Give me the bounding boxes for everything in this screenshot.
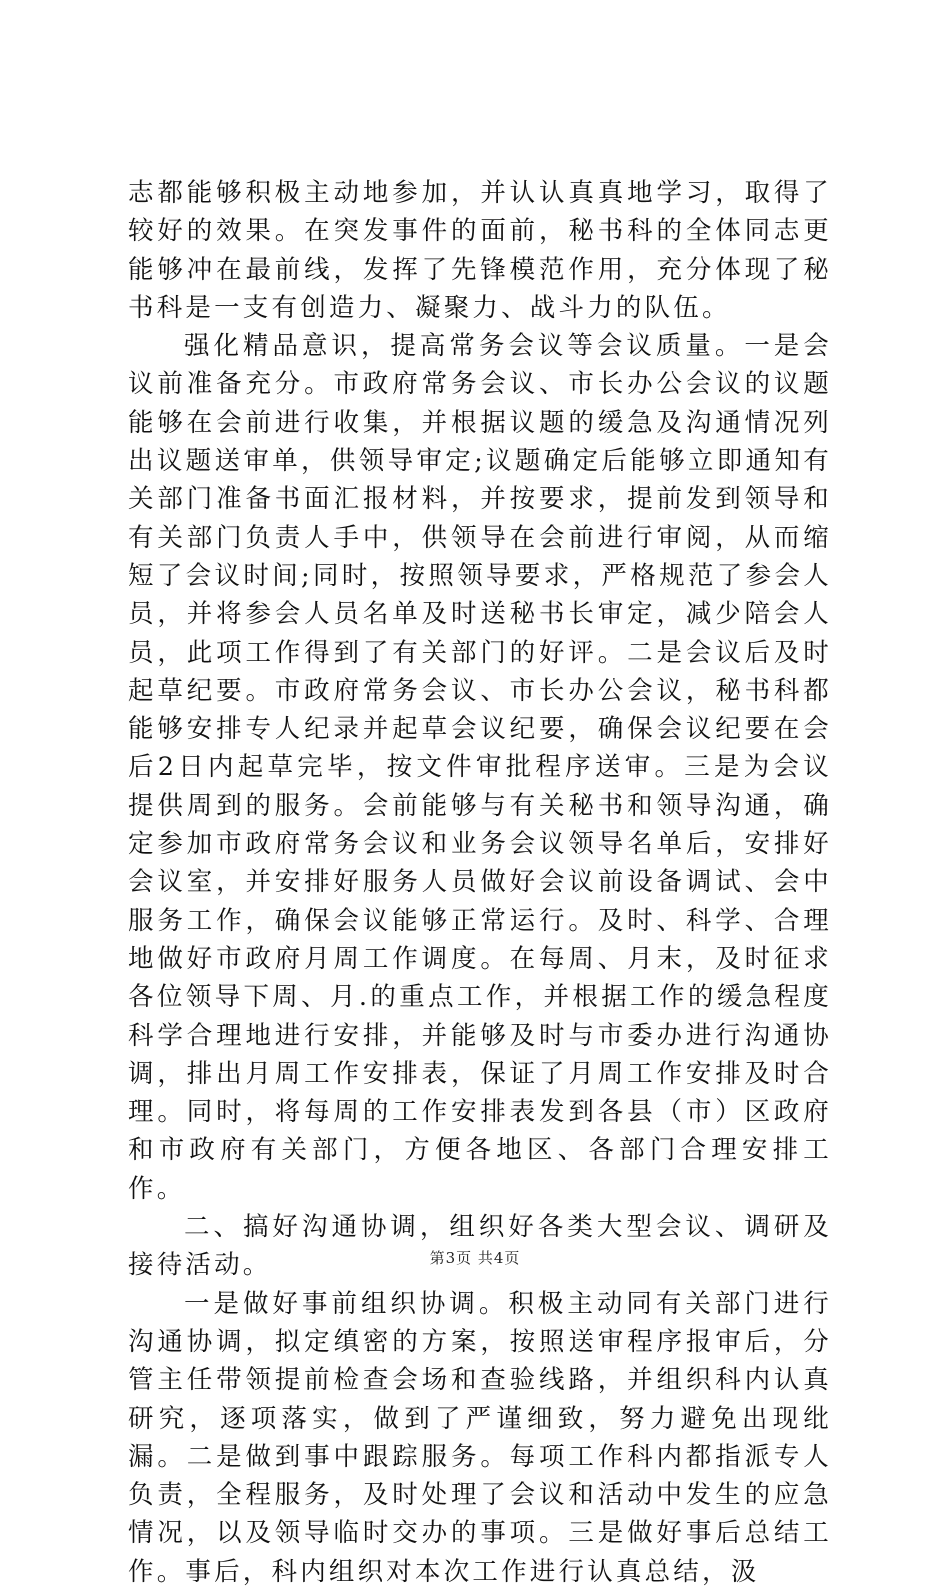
page-footer: 第3页 共4页: [429, 1249, 521, 1267]
paragraph-meeting-quality: 强化精品意识，提高常务会议等会议质量。一是会议前准备充分。市政府常务会议、市长办公会议的议题能够在会前进行收集，并根据议题的缓急及沟通情况列出议题送审单，供领导审定;议题确定后能够立即通知有关部门准备书面汇报材料，并按要求，提前发到领导和有关部门负责人手中，供领导在会前进行审阅，从而缩短了会议时间;同时，按照领导要求，严格规范了参会人员，并将参会人员名单及时送秘书长审定，减少陪会人员，此项工作得到了有关部门的好评。二是会议后及时起草纪要。市政府常务会议、市长办公会议，秘书科都能够安排专人纪录并起草会议纪要，确保会议纪要在会后2日内起草完毕，按文件审批程序送审。三是为会议提供周到的服务。会前能够与有关秘书和领导沟通，确定参加市政府常务会议和业务会议领导名单后，安排好会议室，并安排好服务人员做好会议前设备调试、会中服务工作，确保会议能够正常运行。及时、科学、合理地做好市政府月周工作调度。在每周、月末，及时征求各位领导下周、月.的重点工作，并根据工作的缓急程度科学合理地进行安排，并能够及时与市委办进行沟通协调，排出月周工作安排表，保证了月周工作安排及时合理。同时，将每周的工作安排表发到各县（市）区政府和市政府有关部门，方便各地区、各部门合理安排工作。: [128, 331, 832, 1204]
paragraph-organization: 一是做好事前组织协调。积极主动同有关部门进行沟通协调，拟定缜密的方案，按照送审程序报审后，分管主任带领提前检查会场和查验线路，并组织科内认真研究，逐项落实，做到了严谨细致，努力避免出现纰漏。二是做到事中跟踪服务。每项工作科内都指派专人负责，全程服务，及时处理了会议和活动中发生的应急情况，以及领导临时交办的事项。三是做好事后总结工作。事后，科内组织对本次工作进行认真总结，汲: [128, 1288, 832, 1587]
section-heading-coordination: 二、搞好沟通协调，组织好各类大型会议、调研及接待活动。: [128, 1212, 832, 1281]
document-body: [128, 174, 832, 1591]
paragraph-continuation: 志都能够积极主动地参加，并认认真真地学习，取得了较好的效果。在突发事件的面前，秘书科的全体同志更能够冲在最前线，发挥了先锋模范作用，充分体现了秘书科是一支有创造力、凝聚力、战斗力的队伍。: [128, 178, 832, 323]
